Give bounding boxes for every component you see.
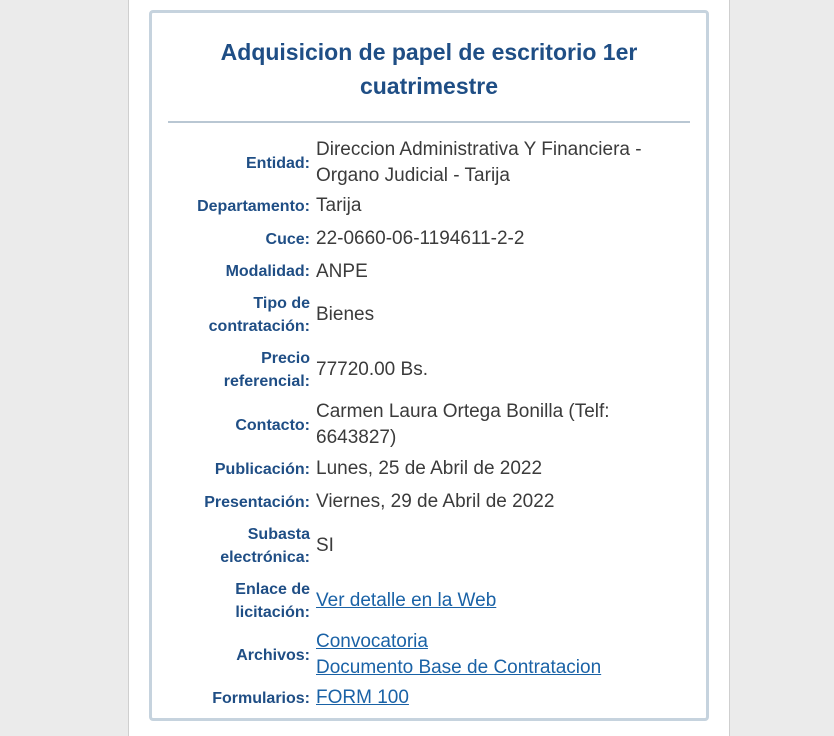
- tender-title: Adquisicion de papel de escritorio 1er cuatrimestre: [220, 39, 638, 99]
- row-cuce: [168, 222, 696, 256]
- form-100-link[interactable]: FORM 100: [316, 687, 409, 708]
- row-departamento: [168, 190, 696, 222]
- row-tipo-contratacion: [168, 287, 696, 342]
- label-cuce: Cuce:: [265, 230, 310, 248]
- row-formularios: [168, 681, 696, 715]
- row-publicacion: [168, 453, 696, 485]
- label-enlace-line2: licitación:: [235, 604, 310, 621]
- value-enlace: [314, 573, 696, 629]
- value-entidad-line1: Direccion Administrativa Y Financiera -: [316, 139, 642, 160]
- value-modalidad: ANPE: [316, 260, 368, 282]
- row-presentacion: [168, 485, 696, 519]
- value-subasta: SI: [316, 535, 334, 556]
- label-tipo-contratacion: [168, 287, 314, 342]
- page-content: [128, 0, 730, 736]
- label-tipo-contratacion-line2: contratación:: [208, 317, 310, 335]
- row-precio-referencial: [168, 342, 696, 397]
- title-divider: [168, 121, 690, 123]
- value-contacto: [314, 397, 696, 453]
- value-contacto-line1: Carmen Laura Ortega Bonilla (Telf:: [316, 401, 610, 422]
- label-departamento: Departamento:: [197, 197, 310, 215]
- value-entidad: [314, 136, 696, 190]
- web-detail-link[interactable]: Ver detalle en la Web: [316, 590, 497, 611]
- row-subasta: [168, 519, 696, 573]
- label-subasta: [168, 519, 314, 573]
- value-departamento: Tarija: [316, 195, 362, 216]
- value-tipo-contratacion: Bienes: [316, 303, 375, 325]
- label-subasta-line1: Subasta: [247, 526, 310, 543]
- label-archivos: Archivos:: [236, 646, 310, 664]
- row-enlace: [168, 573, 696, 629]
- label-enlace: [168, 573, 314, 629]
- tender-detail-card: [149, 10, 709, 721]
- value-archivos: [314, 629, 696, 681]
- value-precio-referencial: 77720.00 Bs.: [316, 358, 428, 380]
- value-entidad-line2: Organo Judicial - Tarija: [316, 165, 510, 186]
- label-entidad: Entidad:: [246, 154, 310, 172]
- label-modalidad: Modalidad:: [225, 263, 310, 280]
- value-contacto-line2: 6643827): [316, 427, 397, 448]
- label-subasta-line2: electrónica:: [220, 549, 310, 566]
- value-presentacion: Viernes, 29 de Abril de 2022: [316, 491, 555, 512]
- label-formularios: Formularios:: [212, 689, 310, 707]
- row-archivos: [168, 629, 696, 681]
- label-precio-line1: Precio: [261, 349, 310, 367]
- convocatoria-link[interactable]: Convocatoria: [316, 631, 428, 652]
- row-entidad: [168, 136, 696, 190]
- row-contacto: [168, 397, 696, 453]
- row-modalidad: [168, 256, 696, 287]
- label-publicacion: Publicación:: [214, 460, 310, 478]
- value-cuce: 22-0660-06-1194611-2-2: [316, 228, 525, 249]
- label-presentacion: Presentación:: [204, 493, 310, 511]
- value-formularios: [314, 681, 696, 715]
- documento-base-link[interactable]: Documento Base de Contratacion: [316, 657, 602, 678]
- label-tipo-contratacion-line1: Tipo de: [253, 294, 310, 312]
- label-contacto: Contacto:: [235, 416, 310, 434]
- tender-details-table: [168, 136, 696, 715]
- label-precio-referencial: [168, 342, 314, 397]
- value-publicacion: Lunes, 25 de Abril de 2022: [316, 458, 543, 479]
- label-precio-line2: referencial:: [223, 372, 310, 390]
- label-enlace-line1: Enlace de: [235, 581, 310, 598]
